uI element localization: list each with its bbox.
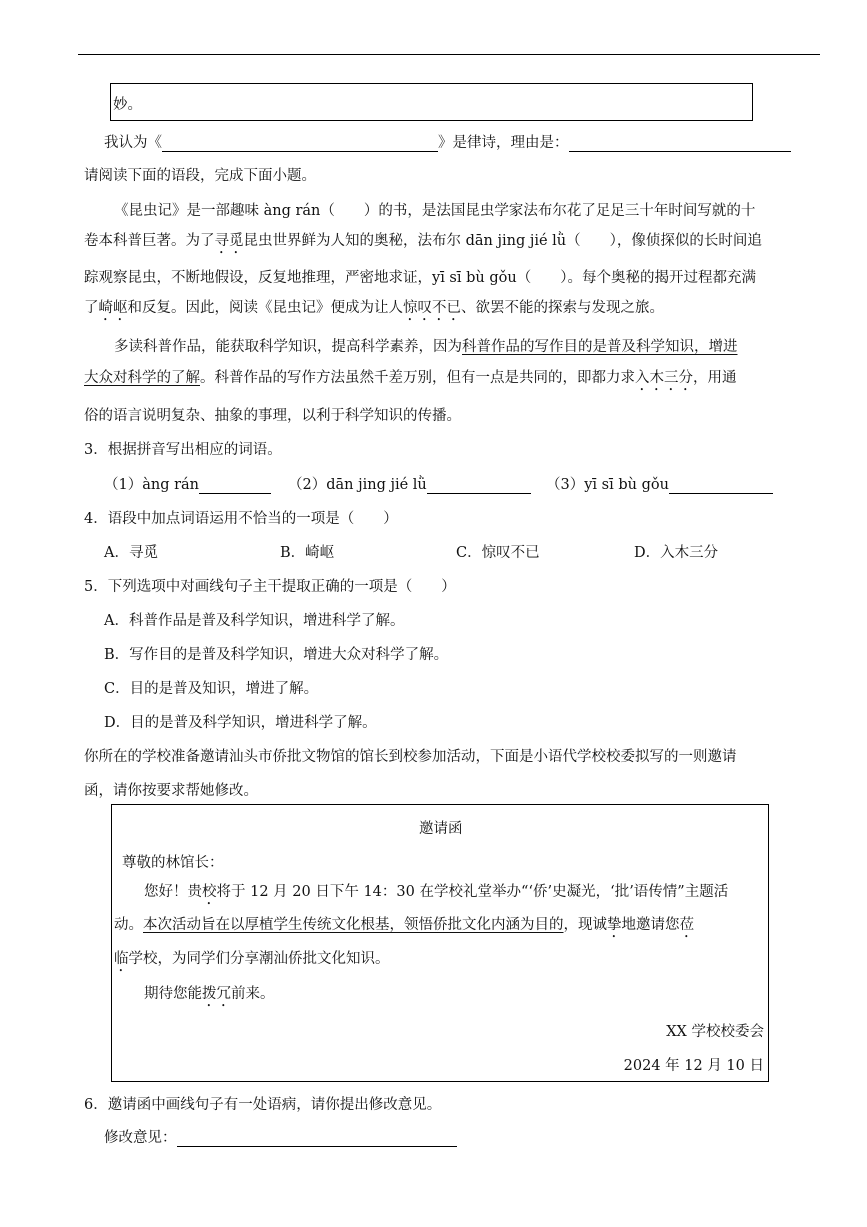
q5-option-c[interactable]: C．目的是普及知识，增进了解。: [104, 681, 319, 697]
passage-line: 俗的语言说明复杂、抽象的事理，以利于科学知识的传播。: [84, 408, 461, 424]
q4-option-c[interactable]: C．惊叹不已: [456, 545, 540, 561]
letter-body-line: 动。本次活动旨在以厚植学生传统文化根基，领悟侨批文化内涵为目的，现诚挚地邀请您莅: [114, 917, 694, 933]
invitation-letter: [111, 804, 769, 1082]
passage-line: 卷本科普巨著。为了寻觅昆虫世界鲜为人知的奥秘，法布尔 dān jing jié lǜ（ ），像侦探似的长时间追: [84, 233, 762, 249]
letter-body-line: 临学校，为同学们分享潮汕侨批文化知识。: [114, 951, 390, 967]
letter-salutation: 尊敬的林馆长：: [122, 855, 224, 871]
poem-question: 我认为《 》是律诗，理由是：: [104, 131, 791, 152]
dotted-word: 校: [202, 884, 217, 900]
q4-option-b[interactable]: B．崎岖: [280, 545, 335, 561]
underlined-sentence: 本次活动旨在以厚植学生传统文化根基，领悟侨批文化内涵为目的: [143, 917, 564, 933]
blank-poem-reason[interactable]: [569, 135, 791, 152]
letter-signature: XX 学校校委会: [666, 1024, 764, 1040]
passage-line: 了崎岖和反复。因此，阅读《昆虫记》便成为让人惊叹不已、欲罢不能的探索与发现之旅。: [84, 300, 664, 316]
q4-option-a[interactable]: A．寻觅: [104, 545, 158, 561]
q5-option-a[interactable]: A．科普作品是普及科学知识，增进科学了解。: [104, 613, 405, 629]
underlined-sentence: 科普作品的写作目的是普及科学知识，增进: [462, 339, 738, 355]
dotted-word: 寻觅: [214, 233, 244, 249]
letter-date: 2024 年 12 月 10 日: [623, 1058, 764, 1074]
q5-option-b[interactable]: B．写作目的是普及科学知识，增进大众对科学了解。: [104, 647, 449, 663]
q3-stem: 3．根据拼音写出相应的词语。: [84, 442, 282, 458]
read-instruction: 请阅读下面的语段，完成下面小题。: [84, 168, 316, 184]
q3-item: （3）yī sī bù gǒu: [546, 473, 773, 494]
passage-line: 《昆虫记》是一部趣味 àng rán（ ）的书，是法国昆虫学家法布尔花了足足三十年时间写就的十: [114, 203, 756, 219]
q3-item: （1）àng rán: [104, 473, 271, 494]
letter-body-line: 期待您能拨冗前来。: [144, 986, 275, 1002]
passage-line: 踪观察昆虫，不断地假设，反复地推理，严密地求证，yī sī bù gǒu（ ）。每个奥秘的揭开过程都充满: [84, 270, 756, 286]
dotted-word: 挚: [607, 917, 622, 933]
q6-answer: 修改意见：: [104, 1126, 457, 1147]
q3-item: （2）dān jing jié lǜ: [288, 473, 531, 494]
dotted-word: 入木三分: [635, 370, 693, 386]
intro-line: 你所在的学校准备邀请汕头市侨批文物馆的馆长到校参加活动，下面是小语代学校校委拟写的一则邀请: [84, 749, 737, 765]
header-rule: [78, 54, 820, 55]
intro-line: 函，请你按要求帮她修改。: [84, 783, 258, 799]
letter-body-line: 您好！贵校将于 12 月 20 日下午 14：30 在学校礼堂举办“‘侨’史凝光，‘批’语传情”主题活: [144, 884, 729, 900]
blank-poem-title[interactable]: [162, 135, 438, 152]
blank-q3-1[interactable]: [199, 477, 271, 494]
dotted-word: 拨冗: [202, 986, 231, 1002]
letter-title: 邀请函: [419, 821, 463, 837]
q4-stem: 4．语段中加点词语运用不恰当的一项是（ ）: [84, 511, 398, 527]
dotted-word: 崎岖: [98, 300, 128, 316]
q4-option-d[interactable]: D．入木三分: [634, 545, 719, 561]
answer-box: [110, 83, 753, 121]
blank-q3-2[interactable]: [427, 477, 531, 494]
q6-stem: 6．邀请函中画线句子有一处语病，请你提出修改意见。: [84, 1097, 442, 1113]
dotted-word: 莅: [679, 917, 694, 933]
q5-stem: 5．下列选项中对画线句子主干提取正确的一项是（ ）: [84, 579, 456, 595]
passage-line: 多读科普作品，能获取科学知识，提高科学素养，因为科普作品的写作目的是普及科学知识，增进: [114, 339, 738, 355]
passage-line: 大众对科学的了解。科普作品的写作方法虽然千差万别，但有一点是共同的，即都力求入木三分，用通: [84, 370, 737, 386]
blank-q6-revision[interactable]: [177, 1130, 457, 1147]
underlined-sentence: 大众对科学的了解: [84, 370, 200, 386]
blank-q3-3[interactable]: [669, 477, 773, 494]
q5-option-d[interactable]: D．目的是普及科学知识，增进科学了解。: [104, 715, 377, 731]
dotted-word: 惊叹不已: [403, 300, 461, 316]
dotted-word: 临: [114, 951, 129, 967]
box-text: 妙。: [113, 97, 142, 113]
